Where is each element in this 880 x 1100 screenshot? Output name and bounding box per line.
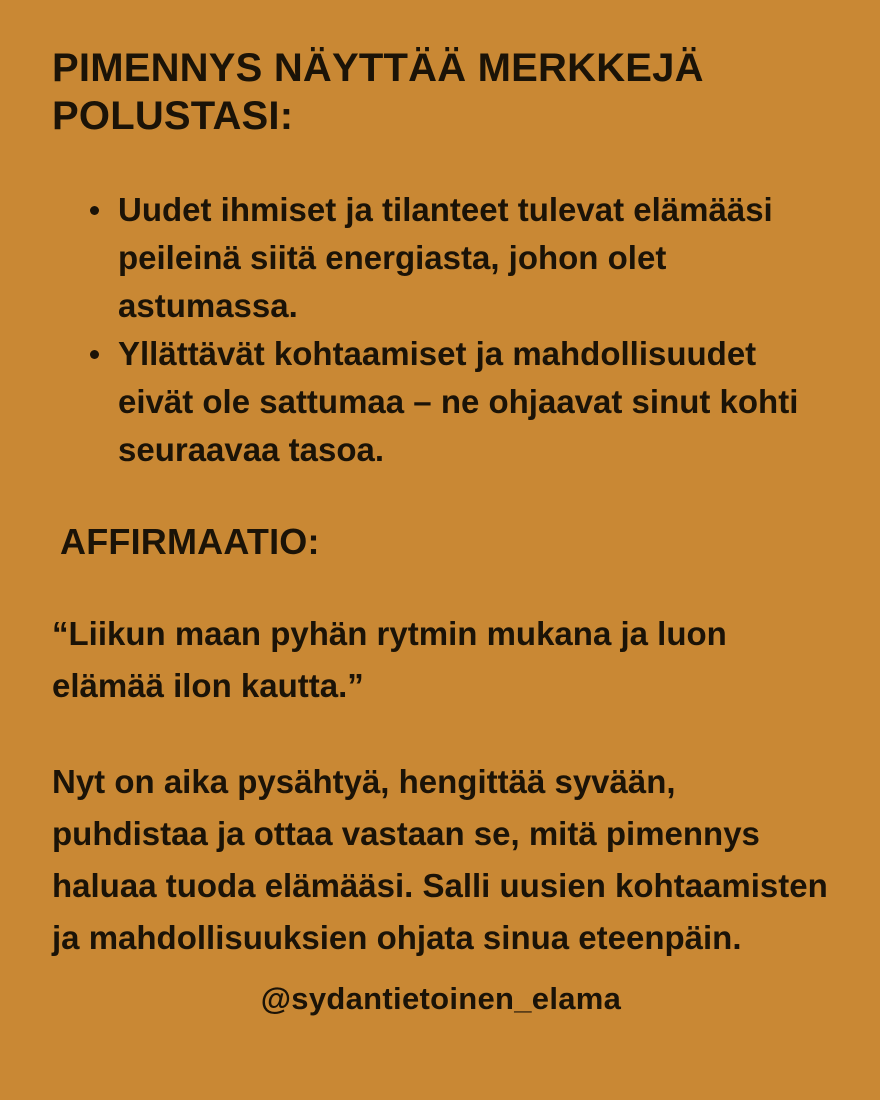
list-item-text: Yllättävät kohtaamiset ja mahdollisuudet eivät ole sattumaa – ne ohjaavat sinut kohti seuraavaa tasoa. [118,335,799,468]
post-title: PIMENNYS NÄYTTÄÄ MERKKEJÄ POLUSTASI: [52,46,704,138]
bullet-icon [90,350,99,359]
closing-paragraph: Nyt on aika pysähtyä, hengittää syvään, puhdistaa ja ottaa vastaan se, mitä pimennys haluaa tuoda elämääsi. Salli uusien kohtaamisten ja mahdollisuuksien ohjata sinua eteenpäin. [52,763,828,956]
bullet-icon [90,206,99,215]
signs-list [52,186,830,474]
list-item [118,330,830,474]
account-handle: @sydantietoinen_elama [260,981,622,1016]
affirmation-quote: “Liikun maan pyhän rytmin mukana ja luon elämää ilon kautta.” [52,615,727,704]
list-item-text: Uudet ihmiset ja tilanteet tulevat elämääsi peileinä siitä energiasta, johon olet astumassa. [118,191,773,324]
list-item [118,186,830,330]
affirmation-heading: AFFIRMAATIO: [60,521,320,562]
